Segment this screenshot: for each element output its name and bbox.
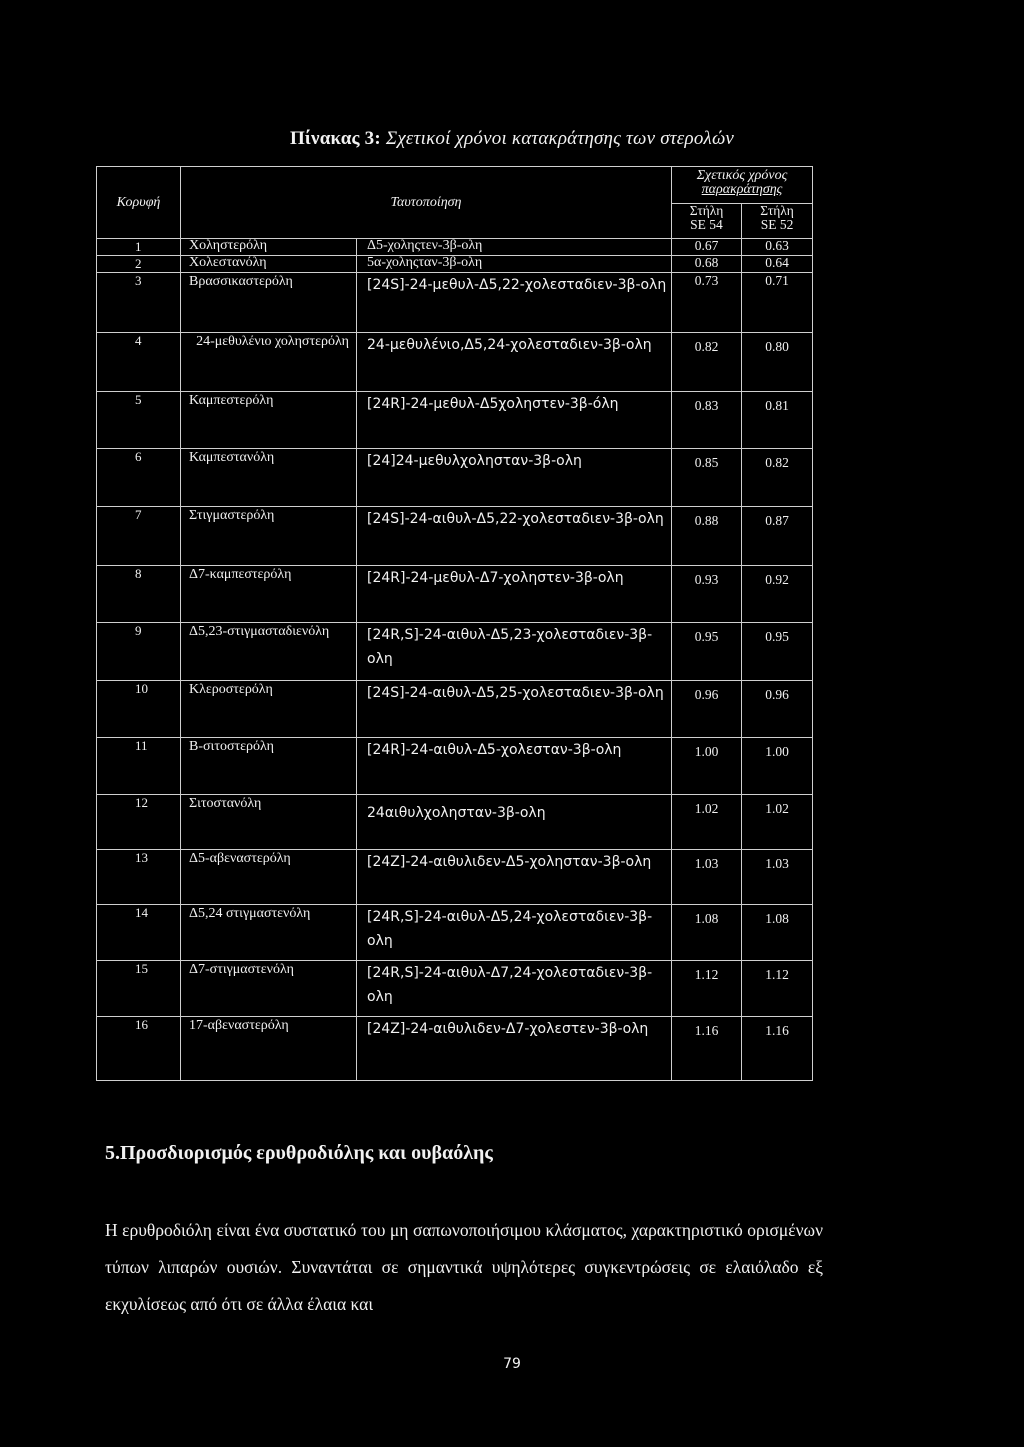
peak-number: 11 — [97, 738, 181, 795]
compound-identification: 24αιθυλχολησταν-3β-ολη — [357, 795, 672, 850]
peak-number: 13 — [97, 850, 181, 905]
header-relative-time — [672, 167, 813, 204]
compound-identification: [24S]-24-αιθυλ-Δ5,25-χολεσταδιεν-3β-ολη — [357, 681, 672, 738]
retention-se54: 1.12 — [672, 961, 742, 1017]
retention-se54: 0.85 — [672, 449, 742, 507]
header-peak: Κορυφή — [97, 167, 181, 239]
retention-se54: 0.96 — [672, 681, 742, 738]
retention-se54: 0.88 — [672, 507, 742, 566]
header-se52-line2: SE 52 — [760, 217, 794, 232]
peak-number: 4 — [97, 333, 181, 392]
peak-number: 16 — [97, 1017, 181, 1081]
table-row — [97, 507, 813, 566]
retention-se52: 0.82 — [742, 449, 813, 507]
compound-identification: [24]24-μεθυλχολησταν-3β-ολη — [357, 449, 672, 507]
header-relative-time-line1: Σχετικός χρόνος — [696, 168, 788, 183]
compound-name: 24-μεθυλένιο χοληστερόλη — [181, 333, 357, 392]
table-caption-text: Σχετικοί χρόνοι κατακράτησης των στερολών — [385, 128, 735, 149]
table-row — [97, 566, 813, 623]
retention-se54: 0.82 — [672, 333, 742, 392]
retention-se52: 1.00 — [742, 738, 813, 795]
peak-number: 1 — [97, 239, 181, 256]
table-row — [97, 333, 813, 392]
retention-se54: 0.83 — [672, 392, 742, 449]
compound-identification: [24R,S]-24-αιθυλ-Δ5,23-χολεσταδιεν-3β-ολη — [357, 623, 672, 681]
compound-name: Στιγμαστερόλη — [181, 507, 357, 566]
retention-se52: 0.63 — [742, 239, 813, 256]
compound-identification: [24S]-24-μεθυλ-Δ5,22-χολεσταδιεν-3β-ολη — [357, 273, 672, 333]
compound-identification: [24R,S]-24-αιθυλ-Δ7,24-χολεσταδιεν-3β-ολη — [357, 961, 672, 1017]
retention-se52: 0.71 — [742, 273, 813, 333]
compound-identification: Δ5-χοληςτεν-3β-ολη — [357, 239, 672, 256]
body-paragraph: Η ερυθροδιόλη είναι ένα συστατικό του μη σαπωνοποιήσιμου κλάσματος, χαρακτηριστικό ορισμένων τύπων λιπαρών ουσιών. Συναντάται σε σημαντικά υψηλότερες συγκεντρώσεις σε ελαιόλαδο εξ εκχυλίσεως από ότι σε άλλα έλαια και — [105, 1220, 823, 1314]
table-row — [97, 392, 813, 449]
retention-se52: 1.12 — [742, 961, 813, 1017]
table-row — [97, 681, 813, 738]
peak-number: 2 — [97, 256, 181, 273]
header-se52-line1: Στήλη — [760, 203, 794, 218]
retention-se54: 1.02 — [672, 795, 742, 850]
peak-number: 8 — [97, 566, 181, 623]
table-caption-number: Πίνακας 3: — [289, 128, 381, 149]
peak-number: 10 — [97, 681, 181, 738]
retention-se52: 1.16 — [742, 1017, 813, 1081]
header-column-se52 — [742, 204, 813, 239]
compound-identification: 5α-χοληςταν-3β-ολη — [357, 256, 672, 273]
table-row — [97, 449, 813, 507]
peak-number: 14 — [97, 905, 181, 961]
retention-se52: 1.08 — [742, 905, 813, 961]
compound-identification: [24R]-24-μεθυλ-Δ7-χοληστεν-3β-ολη — [357, 566, 672, 623]
page-number: 79 — [503, 1356, 521, 1372]
retention-se54: 1.03 — [672, 850, 742, 905]
peak-number: 9 — [97, 623, 181, 681]
compound-identification: [24Z]-24-αιθυλιδεν-Δ7-χολεστεν-3β-ολη — [357, 1017, 672, 1081]
compound-identification: [24S]-24-αιθυλ-Δ5,22-χολεσταδιεν-3β-ολη — [357, 507, 672, 566]
compound-identification: [24Z]-24-αιθυλιδεν-Δ5-χολησταν-3β-ολη — [357, 850, 672, 905]
peak-number: 5 — [97, 392, 181, 449]
compound-name: Δ5,24 στιγμαστενόλη — [181, 905, 357, 961]
header-relative-time-line2: παρακράτησης — [701, 182, 783, 197]
table-caption — [0, 128, 1024, 150]
retention-se54: 0.68 — [672, 256, 742, 273]
table-row — [97, 239, 813, 256]
compound-name: Καμπεστερόλη — [181, 392, 357, 449]
retention-se54: 1.16 — [672, 1017, 742, 1081]
compound-name: Καμπεστανόλη — [181, 449, 357, 507]
table-row — [97, 273, 813, 333]
peak-number: 12 — [97, 795, 181, 850]
header-se54-line2: SE 54 — [690, 217, 723, 232]
retention-se54: 0.73 — [672, 273, 742, 333]
table-row — [97, 738, 813, 795]
compound-identification: 24-μεθυλένιο,Δ5,24-χολεσταδιεν-3β-ολη — [357, 333, 672, 392]
table-row — [97, 1017, 813, 1081]
retention-se52: 0.95 — [742, 623, 813, 681]
header-identification: Ταυτοποίηση — [181, 167, 672, 239]
retention-se52: 0.81 — [742, 392, 813, 449]
retention-se54: 1.00 — [672, 738, 742, 795]
table-row — [97, 623, 813, 681]
retention-se54: 1.08 — [672, 905, 742, 961]
compound-name: Δ5-αβεναστερόλη — [181, 850, 357, 905]
retention-times-table — [96, 166, 813, 1081]
retention-se52: 0.64 — [742, 256, 813, 273]
retention-se54: 0.95 — [672, 623, 742, 681]
retention-se52: 0.80 — [742, 333, 813, 392]
compound-name: Κλεροστερόλη — [181, 681, 357, 738]
peak-number: 3 — [97, 273, 181, 333]
peak-number: 15 — [97, 961, 181, 1017]
table-row — [97, 795, 813, 850]
compound-name: Σιτοστανόλη — [181, 795, 357, 850]
section-heading: 5.Προσδιορισμός ερυθροδιόλης και ουβαόλης — [105, 1142, 493, 1164]
table-row — [97, 256, 813, 273]
header-se54-line1: Στήλη — [689, 203, 724, 218]
compound-identification: [24R,S]-24-αιθυλ-Δ5,24-χολεσταδιεν-3β-ολη — [357, 905, 672, 961]
retention-se52: 1.02 — [742, 795, 813, 850]
compound-identification: [24R]-24-αιθυλ-Δ5-χολεσταν-3β-ολη — [357, 738, 672, 795]
compound-name: Βρασσικαστερόλη — [181, 273, 357, 333]
compound-name: Χοληστερόλη — [181, 239, 357, 256]
peak-number: 7 — [97, 507, 181, 566]
compound-name: Δ7-στιγμαστενόλη — [181, 961, 357, 1017]
compound-identification: [24R]-24-μεθυλ-Δ5χοληστεν-3β-όλη — [357, 392, 672, 449]
table-row — [97, 850, 813, 905]
table-row — [97, 961, 813, 1017]
compound-name: Δ5,23-στιγμασταδιενόλη — [181, 623, 357, 681]
header-column-se54 — [672, 204, 742, 239]
retention-se52: 0.87 — [742, 507, 813, 566]
table-row — [97, 905, 813, 961]
compound-name: Β-σιτοστερόλη — [181, 738, 357, 795]
retention-se52: 0.92 — [742, 566, 813, 623]
compound-name: Χολεστανόλη — [181, 256, 357, 273]
compound-name: 17-αβεναστερόλη — [181, 1017, 357, 1081]
peak-number: 6 — [97, 449, 181, 507]
retention-se52: 1.03 — [742, 850, 813, 905]
compound-name: Δ7-καμπεστερόλη — [181, 566, 357, 623]
retention-se54: 0.67 — [672, 239, 742, 256]
retention-se52: 0.96 — [742, 681, 813, 738]
retention-se54: 0.93 — [672, 566, 742, 623]
